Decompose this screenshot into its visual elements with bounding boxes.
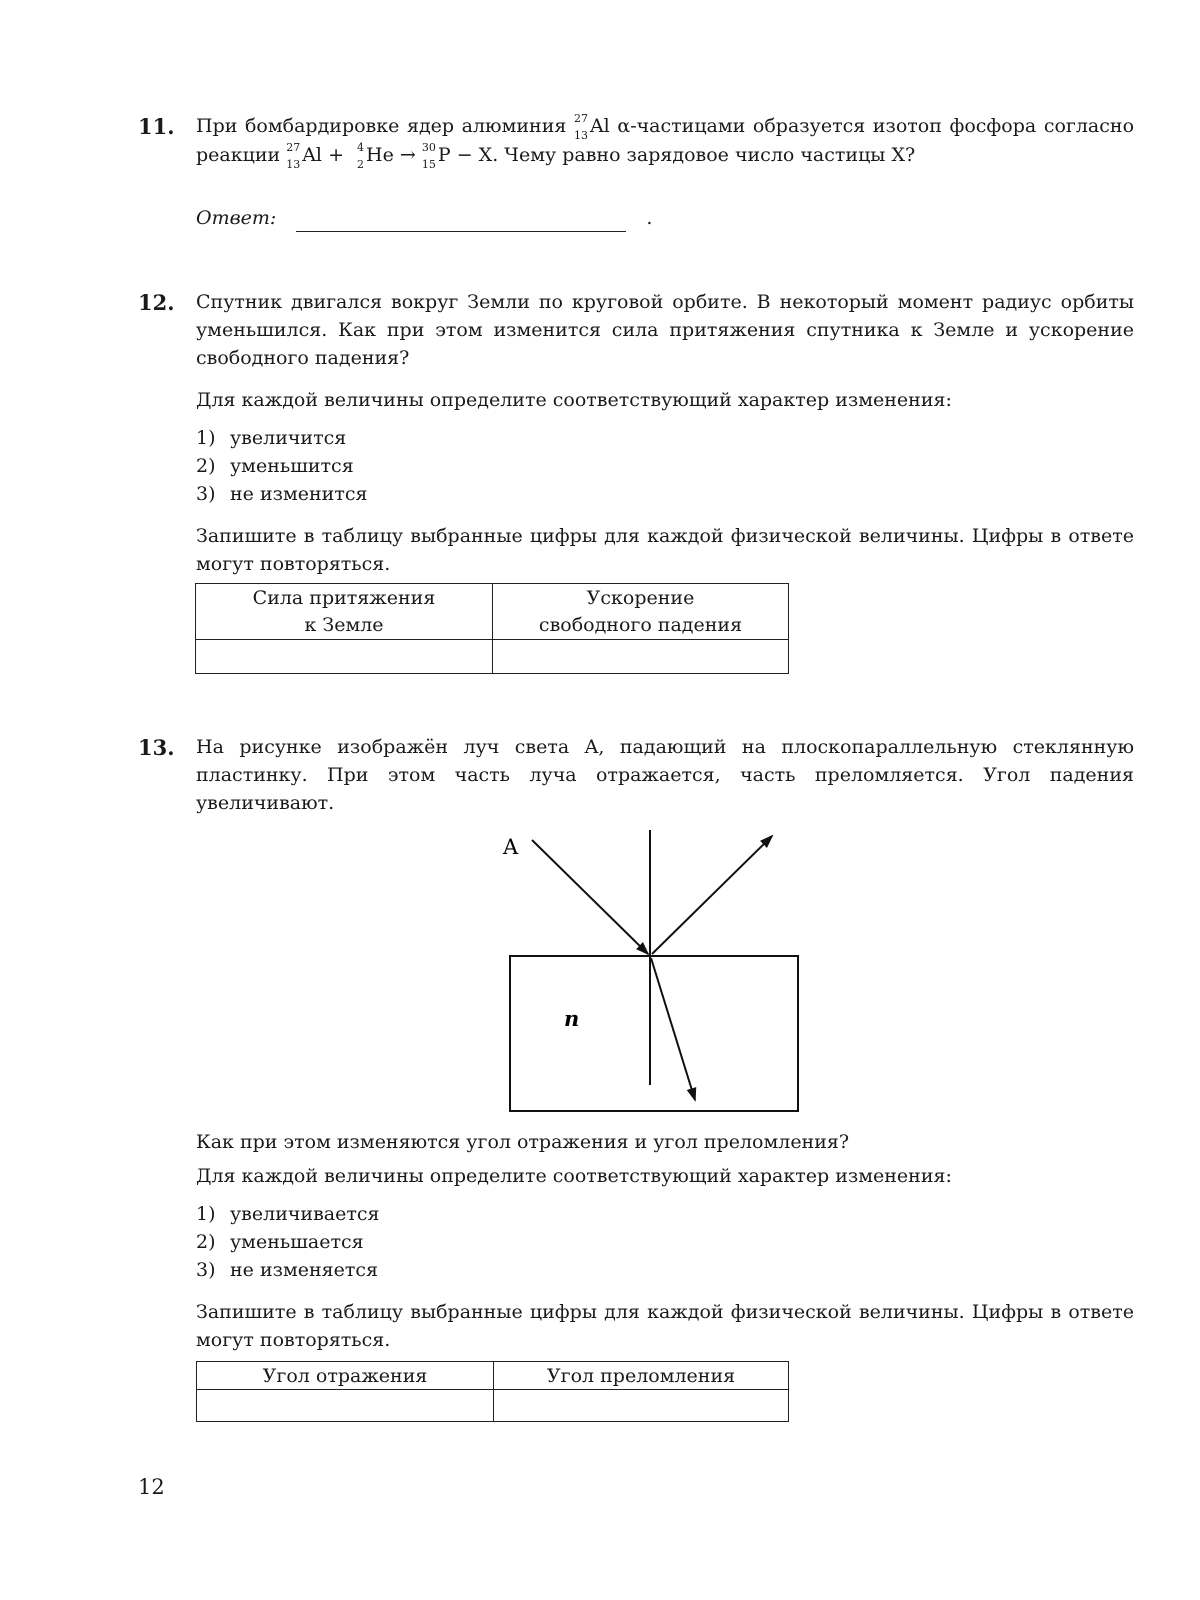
option: 2) уменьшится <box>196 455 354 477</box>
page-number: 12 <box>138 1475 165 1499</box>
table-header-cell: Сила притяжения к Земле <box>196 584 493 640</box>
answer-cell[interactable] <box>493 640 789 674</box>
answer-label: Ответ: <box>196 207 277 229</box>
question: Как при этом изменяются угол отражения и угол преломления? <box>196 1131 850 1153</box>
option: 1) увеличится <box>196 427 347 449</box>
answer-cell[interactable] <box>197 1390 494 1422</box>
option: 3) не изменится <box>196 483 368 505</box>
p-nuclide: 30 15 <box>421 141 436 171</box>
instruction: Для каждой величины определите соответствующий характер изменения: <box>196 389 952 411</box>
answer-table-12 <box>195 583 789 674</box>
task-number: 12. <box>138 290 175 315</box>
table-instruction: Запишите в таблицу выбранные цифры для каждой физической величины. Цифры в ответе могут повторяться. <box>196 1301 1134 1351</box>
option: 1) увеличивается <box>196 1203 380 1225</box>
he-nuclide: 4 2 <box>357 141 365 171</box>
al-nuclide: 27 13 <box>573 112 588 142</box>
answer-table-13 <box>196 1361 789 1422</box>
refracted-ray <box>651 958 695 1100</box>
answer-row: Ответ: . <box>196 204 1134 232</box>
table-header-cell: Угол преломления <box>494 1362 789 1390</box>
instruction: Для каждой величины определите соответствующий характер изменения: <box>196 1165 952 1187</box>
option: 2) уменьшается <box>196 1231 364 1253</box>
table-header-cell: Ускорение свободного падения <box>493 584 789 640</box>
options-list <box>196 424 1134 508</box>
options-list <box>196 1200 1134 1284</box>
answer-field[interactable] <box>296 211 626 232</box>
table-instruction: Запишите в таблицу выбранные цифры для каждой физической величины. Цифры в ответе могут повторяться. <box>196 525 1134 575</box>
option: 3) не изменяется <box>196 1259 379 1281</box>
incident-ray <box>532 840 648 954</box>
task-11-text: При бомбардировке ядер алюминия 27 13 Al α-частицами образуется изотоп фосфора согласно реакции 27 13 Al + 4 2 He → 30 15 P − X. Чему равно зарядовое число частицы X? <box>196 112 1135 171</box>
table-header-cell: Угол отражения <box>197 1362 494 1390</box>
task-13-text: На рисунке изображён луч света A, падающий на плоскопараллельную стеклянную пластинку. При этом часть луча отражается, часть преломляется. Угол падения увеличивают. <box>196 736 1134 814</box>
refractive-index-label: n <box>564 1006 580 1031</box>
task-number: 11. <box>138 114 175 139</box>
refraction-diagram <box>490 820 820 1120</box>
task-number: 13. <box>138 735 175 760</box>
answer-cell[interactable] <box>196 640 493 674</box>
reflected-ray <box>652 836 772 954</box>
glass-plate <box>510 956 798 1111</box>
answer-cell[interactable] <box>494 1390 789 1422</box>
task-12-text: Спутник двигался вокруг Земли по круговой орбите. В некоторый момент радиус орбиты уменьшился. Как при этом изменится сила притяжения спутника к Земле и ускорение свободного падения? <box>196 291 1134 369</box>
ray-label-a: A <box>503 835 519 859</box>
